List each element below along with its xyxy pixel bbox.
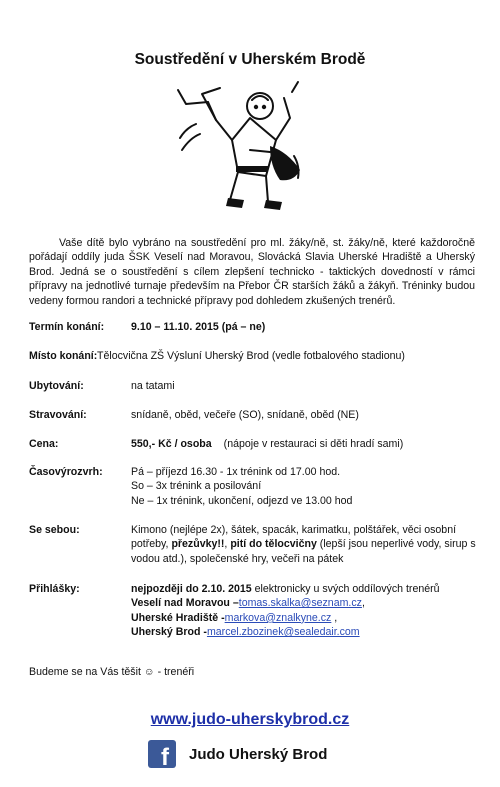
termin-label: Termín konání: [29, 321, 105, 333]
contact-brod [131, 625, 440, 639]
contact-email-link[interactable]: markova@znalkyne.cz [224, 611, 332, 624]
stravovani-value: snídaně, oběd, večeře (SO), snídaně, oběd (NE) [131, 409, 359, 421]
contact-punct: , [361, 597, 365, 610]
contact-veseli [131, 596, 440, 610]
page-title: Soustředění v Uherském Brodě [134, 51, 366, 68]
contact-email-link[interactable]: marcel.zbozinek@sealedair.com [206, 626, 360, 639]
prihlasky-deadline-rest: elektronicky u svých oddílových trenérů [251, 583, 440, 595]
casovy-line-sun: Ne – 1x trénink, ukončení, odjezd ve 13.00 hod [131, 494, 353, 507]
stravovani-label: Stravování: [29, 409, 87, 421]
casovy-label: Časovýrozvrh: [29, 466, 103, 478]
contact-email-link[interactable]: tomas.skalka@seznam.cz [238, 597, 362, 610]
facebook-glyph: f [161, 744, 169, 768]
facebook-row[interactable] [148, 740, 368, 770]
misto-label: Místo konání: [29, 350, 98, 362]
contact-club: Uherský Brod - [131, 626, 207, 639]
contact-hradiste [131, 611, 440, 625]
ubytovani-value: na tatami [131, 380, 175, 392]
sebou-part3: (lepší jsou neperlivé vody, sirup s vodou atd.), společenské hry, večeři na pátek [131, 538, 476, 565]
casovy-line-sat: So – 3x trénink a posilování [131, 480, 262, 493]
facebook-page-name[interactable]: Judo Uherský Brod [189, 746, 328, 763]
sebou-bold-piti: pití do tělocvičny [230, 538, 317, 551]
closing-signature: - trenéři [154, 666, 195, 678]
contact-club: Uherské Hradiště - [131, 611, 225, 624]
misto-value: Tělocvična ZŠ Výsluní Uherský Brod (vedle fotbalového stadionu) [97, 350, 405, 362]
contact-punct: , [331, 611, 338, 624]
closing-line [29, 665, 194, 679]
website-link[interactable]: www.judo-uherskybrod.cz [150, 711, 350, 728]
prihlasky-label: Přihlášky: [29, 583, 80, 595]
judo-throw-illustration [172, 80, 310, 215]
ubytovani-label: Ubytování: [29, 380, 84, 392]
sebou-part2: , [224, 538, 231, 551]
smiley-icon: ☺ [143, 666, 155, 678]
sebou-bold-prezuvky: přezůvky!! [171, 538, 225, 551]
facebook-icon[interactable] [148, 740, 176, 768]
closing-text: Budeme se na Vás těšit [29, 666, 141, 678]
cena-value-wrap [131, 437, 403, 451]
casovy-lines [131, 465, 352, 508]
prihlasky-deadline [131, 582, 440, 596]
sebou-part1: Kimono (nejlépe 2x), šátek, spacák, karimatku, polštářek, věci osobní potřeby, [131, 524, 457, 551]
termin-value: 9.10 – 11.10. 2015 (pá – ne) [131, 321, 266, 333]
cena-value: 550,- Kč / osoba [131, 438, 212, 450]
casovy-line-fri: Pá – příjezd 16.30 - 1x trénink od 17.00 hod. [131, 466, 341, 478]
contact-club: Veselí nad Moravou – [131, 597, 239, 610]
prihlasky-lines [131, 582, 440, 640]
sebou-label: Se sebou: [29, 524, 80, 536]
cena-note: (nápoje v restauraci si děti hradí sami) [223, 438, 404, 450]
prihlasky-deadline-date: nejpozději do 2.10. 2015 [131, 583, 252, 595]
cena-label: Cena: [29, 438, 59, 450]
sebou-text [131, 523, 476, 566]
intro-paragraph: Vaše dítě bylo vybráno na soustředění pro ml. žáky/ně, st. žáky/ně, které každoročně pořádají oddíly juda ŠSK Veselí nad Moravou, Slovácká Slavia Uherské Hradiště a Uherský Brod. Jedná se o soustředění s cílem zlepšení technicko - taktických dovedností v rámci přípravy na jednotlivé turnaje především na Přebor ČR starších žáků a žákyň. Tréninky budou vedeny formou randori a technické přípravy pod dohledem zkušených trenérů. [29, 237, 475, 307]
